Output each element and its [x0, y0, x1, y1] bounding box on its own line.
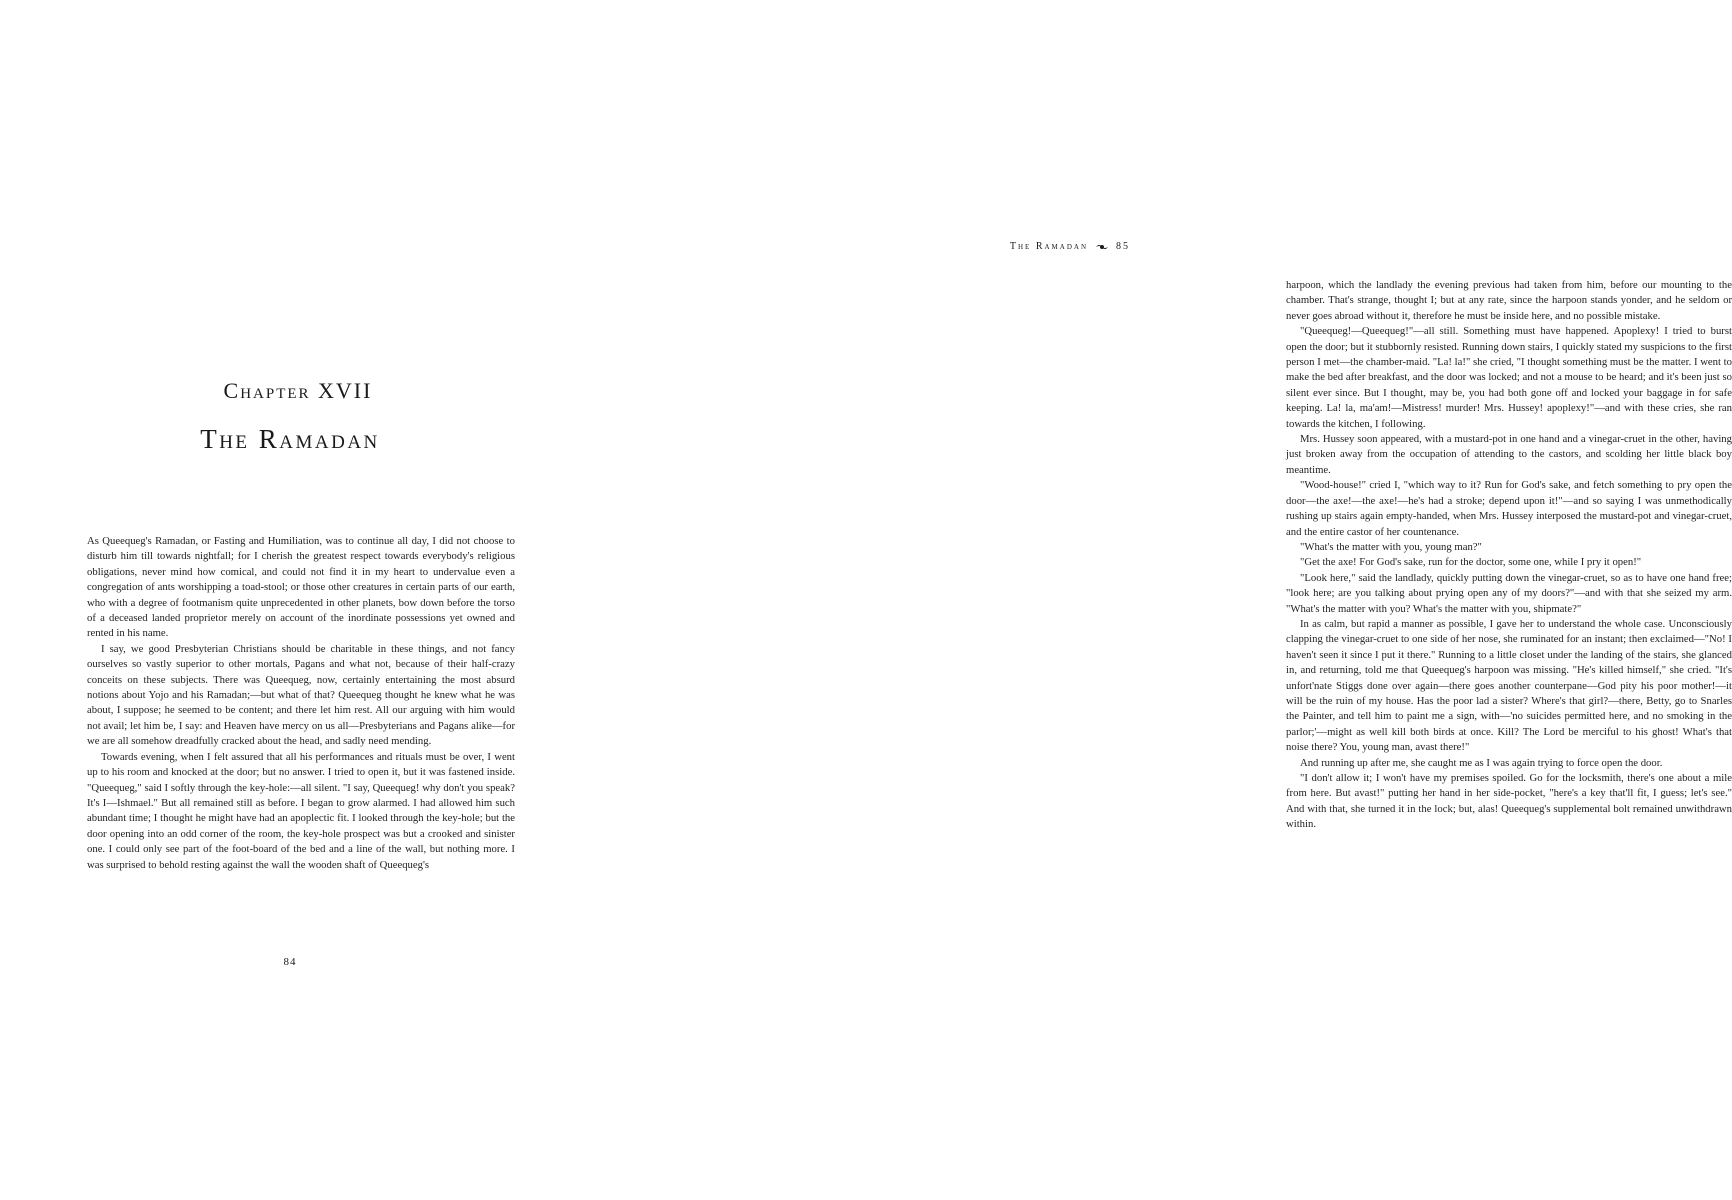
left-body-text [87, 534, 515, 873]
paragraph: harpoon, which the landlady the evening previous had taken from him, before our mounting to the chamber. That's strange, thought I; but at any rate, since the harpoon stands yonder, and he seldom or never goes abroad without it, therefore he must be inside here, and no possible mistake. [1286, 279, 1732, 322]
chapter-number: Chapter XVII [223, 378, 373, 403]
paragraph: "Get the axe! For God's sake, run for the doctor, some one, while I pry it open!" [1300, 556, 1642, 569]
paragraph: As Queequeg's Ramadan, or Fasting and Humiliation, was to continue all day, I did not choose to disturb him till towards nightfall; for I cherish the greatest respect towards everybody's religious obligations, never mind how comical, and could not find it in my heart to undervalue even a congregation of ants worshipping a toad-stool; or those other creatures in certain parts of our earth, who with a degree of footmanism quite unprecedented in other planets, bow down before the torso of a deceased landed proprietor merely on account of the inordinate possessions yet owned and rented in his name. [87, 535, 515, 640]
paragraph: And running up after me, she caught me as I was again trying to force open the door. [1300, 756, 1663, 769]
ornament-icon [1096, 243, 1108, 251]
left-page [0, 0, 600, 1200]
paragraph: "Look here," said the landlady, quickly putting down the vinegar-cruet, so as to have one hand free; "look here; are you talking about prying open any of my doors?"—and with that she seized my arm. "What's the matter with you? What's the matter with you, shipmate?" [1286, 571, 1732, 615]
paragraph: "I don't allow it; I won't have my premises spoiled. Go for the locksmith, there's one about a mile from here. But avast!" putting her hand in her side-pocket, "here's a key that'll fit, I guess; let's see." And with that, she turned it in the lock; but, alas! Queequeg's supplemental bolt remained unwithdrawn within. [1286, 772, 1732, 831]
paragraph: In as calm, but rapid a manner as possible, I gave her to understand the whole case. Unconsciously clapping the vinegar-cruet to one side of her nose, she ruminated for an instant; then exclaimed—"No! I haven't seen it since I put it there." Running to a little closet under the landing of the stairs, she glanced in, and returning, told me that Queequeg's harpoon was missing. "He's killed himself," she cried. "It's unfort'nate Stiggs done over again—there goes another counterpane—God pity his poor mother!—it will be the ruin of my house. Has the poor lad a sister? Where's that girl?—there, Betty, go to Snarles the Painter, and tell him to paint me a sign, with—'no suicides permitted here, and no smoking in the parlor;'—might as well kill both birds at once. Kill? The Lord be merciful to his ghost! What's that noise there? You, young man, avast there!" [1286, 617, 1732, 754]
paragraph: "Queequeg!—Queequeg!"—all still. Something must have happened. Apoplexy! I tried to burst open the door; but it stubbornly resisted. Running down stairs, I quickly stated my suspicions to the first person I met—the chamber-maid. "La! la!" she cried, "I thought something must be the matter. I went to make the bed after breakfast, and the door was locked; and not a mouse to be heard; and it's been just so silent ever since. But I thought, may be, you had both gone off and locked your baggage in for safe keeping. La! la, ma'am!—Mistress! murder! Mrs. Hussey! apoplexy!"—and with these cries, she ran towards the kitchen, I following. [1286, 325, 1732, 430]
chapter-title: The Ramadan [200, 424, 380, 454]
right-page [600, 0, 1732, 1200]
running-head [1010, 241, 1130, 252]
paragraph: I say, we good Presbyterian Christians should be charitable in these things, and not fancy ourselves so vastly superior to other mortals, Pagans and what not, because of their half-crazy conceits on these subjects. There was Queequeg, now, certainly entertaining the most absurd notions about Yojo and his Ramadan;—but what of that? Queequeg thought he knew what he was about, I suppose; he seemed to be content; and there let him rest. All our arguing with him would not avail; let him be, I say: and Heaven have mercy on us all—Presbyterians and Pagans alike—for we are all somehow dreadfully cracked about the head, and sadly need mending. [87, 642, 515, 748]
page-number: 84 [283, 956, 297, 968]
right-body-text [1286, 278, 1732, 833]
paragraph: "Wood-house!" cried I, "which way to it? Run for God's sake, and fetch something to pry open the door—the axe!—the axe!—he's had a stroke; depend upon it!"—and so saying I was unmethodically rushing up stairs again empty-handed, when Mrs. Hussey interposed the mustard-pot and vinegar-cruet, and the entire castor of her countenance. [1286, 479, 1732, 538]
paragraph: Mrs. Hussey soon appeared, with a mustard-pot in one hand and a vinegar-cruet in the other, having just broken away from the occupation of attending to the castors, and scolding her little black boy meantime. [1286, 433, 1732, 476]
running-head-title: The Ramadan [1009, 241, 1088, 252]
page-number: 85 [1116, 241, 1130, 252]
paragraph: Towards evening, when I felt assured that all his performances and rituals must be over, I went up to his room and knocked at the door; but no answer. I tried to open it, but it was fastened inside. "Queequeg," said I softly through the key-hole:—all silent. "I say, Queequeg! why don't you speak? It's I—Ishmael." But all remained still as before. I began to grow alarmed. I had allowed him such abundant time; I thought he might have had an apoplectic fit. I looked through the key-hole; but the door opening into an odd corner of the room, the key-hole prospect was but a crooked and sinister one. I could only see part of the foot-board of the bed and a line of the wall, but nothing more. I was surprised to behold resting against the wall the wooden shaft of Queequeg's [87, 750, 515, 871]
paragraph: "What's the matter with you, young man?" [1300, 540, 1482, 553]
